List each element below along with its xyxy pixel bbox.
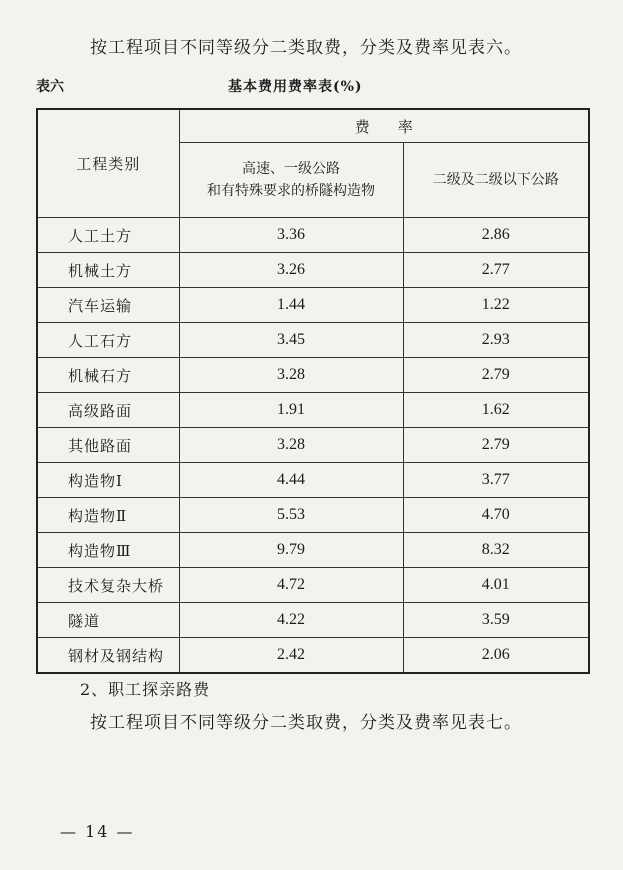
table-row xyxy=(37,533,589,568)
row-rate-b: 2.79 xyxy=(403,358,589,393)
row-rate-b: 3.77 xyxy=(403,463,589,498)
row-rate-b: 2.93 xyxy=(403,323,589,358)
intro-paragraph: 按工程项目不同等级分二类取费，分类及费率见表六。 xyxy=(90,38,522,58)
row-category: 其他路面 xyxy=(37,428,179,463)
row-category: 汽车运输 xyxy=(37,288,179,323)
row-rate-a: 4.22 xyxy=(179,603,403,638)
table-row xyxy=(37,288,589,323)
table-label: 表六 xyxy=(36,79,64,95)
row-rate-b: 8.32 xyxy=(403,533,589,568)
row-rate-b: 1.62 xyxy=(403,393,589,428)
table-row xyxy=(37,323,589,358)
row-rate-b: 4.01 xyxy=(403,568,589,603)
table-row xyxy=(37,218,589,253)
row-rate-a: 3.36 xyxy=(179,218,403,253)
header-rate-group: 费率 xyxy=(179,109,589,143)
rate-table xyxy=(36,108,590,674)
section-heading: 2、职工探亲路费 xyxy=(80,680,211,699)
header-col-b: 二级及二级以下公路 xyxy=(403,143,589,218)
table-row xyxy=(37,253,589,288)
row-rate-a: 4.72 xyxy=(179,568,403,603)
table-row xyxy=(37,463,589,498)
row-rate-b: 2.06 xyxy=(403,638,589,674)
row-rate-b: 4.70 xyxy=(403,498,589,533)
row-rate-a: 3.28 xyxy=(179,358,403,393)
row-rate-b: 2.79 xyxy=(403,428,589,463)
row-category: 人工石方 xyxy=(37,323,179,358)
row-rate-a: 4.44 xyxy=(179,463,403,498)
row-rate-a: 1.91 xyxy=(179,393,403,428)
table-row xyxy=(37,428,589,463)
row-rate-a: 1.44 xyxy=(179,288,403,323)
row-rate-a: 9.79 xyxy=(179,533,403,568)
row-rate-b: 2.86 xyxy=(403,218,589,253)
table-row xyxy=(37,603,589,638)
row-rate-a: 3.26 xyxy=(179,253,403,288)
section-paragraph: 按工程项目不同等级分二类取费，分类及费率见表七。 xyxy=(90,713,522,733)
header-col-a xyxy=(179,143,403,218)
row-rate-b: 2.77 xyxy=(403,253,589,288)
row-rate-a: 2.42 xyxy=(179,638,403,674)
row-category: 机械石方 xyxy=(37,358,179,393)
row-category: 技术复杂大桥 xyxy=(37,568,179,603)
row-category: 人工土方 xyxy=(37,218,179,253)
row-category: 隧道 xyxy=(37,603,179,638)
row-category: 构造物Ⅲ xyxy=(37,533,179,568)
row-category: 机械土方 xyxy=(37,253,179,288)
row-rate-b: 1.22 xyxy=(403,288,589,323)
table-title: 基本费用费率表(%) xyxy=(228,79,363,95)
table-row xyxy=(37,498,589,533)
header-category: 工程类别 xyxy=(37,109,179,218)
header-col-a-line1: 高速、一级公路 xyxy=(242,161,340,177)
row-rate-a: 3.28 xyxy=(179,428,403,463)
row-category: 构造物Ⅰ xyxy=(37,463,179,498)
row-rate-b: 3.59 xyxy=(403,603,589,638)
table-row xyxy=(37,393,589,428)
rate-table-body xyxy=(37,218,589,674)
row-category: 钢材及钢结构 xyxy=(37,638,179,674)
row-rate-a: 5.53 xyxy=(179,498,403,533)
page-number: — 14 — xyxy=(60,822,135,841)
row-category: 构造物Ⅱ xyxy=(37,498,179,533)
table-row xyxy=(37,358,589,393)
table-row xyxy=(37,568,589,603)
row-category: 高级路面 xyxy=(37,393,179,428)
table-row xyxy=(37,638,589,674)
header-col-a-line2: 和有特殊要求的桥隧构造物 xyxy=(207,183,375,199)
row-rate-a: 3.45 xyxy=(179,323,403,358)
